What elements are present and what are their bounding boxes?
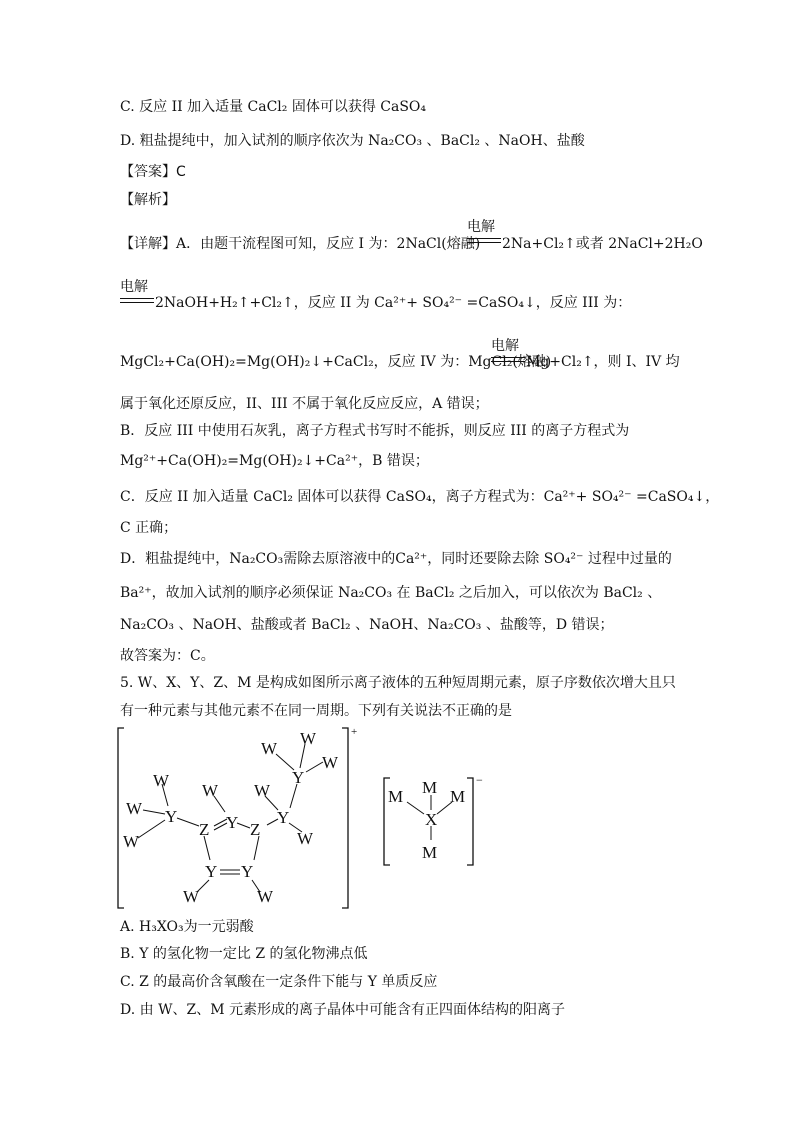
ionic-liquid-structure xyxy=(110,722,490,912)
detail-line-8: C 正确； xyxy=(120,520,178,536)
atom-w: W xyxy=(322,753,339,772)
atom-y: Y xyxy=(277,808,290,827)
atom-z: Z xyxy=(250,820,261,839)
detail-line-1: 【详解】A．由题干流程图可知，反应 I 为：2NaCl(熔融) xyxy=(120,236,481,252)
cation-bracket-left xyxy=(118,728,124,908)
atom-w: W xyxy=(254,781,271,800)
atom-w: W xyxy=(202,781,219,800)
atom-w: W xyxy=(257,887,274,906)
atom-m: M xyxy=(422,778,438,797)
analysis-label: 【解析】 xyxy=(120,192,176,208)
atom-w: W xyxy=(123,832,140,851)
equals-bar-2 xyxy=(120,298,154,303)
atom-y: Y xyxy=(292,768,305,787)
detail-line-5: B．反应 III 中使用石灰乳，离子方程式书写时不能拆，则反应 III 的离子方程式为 xyxy=(120,423,630,439)
cation-charge: + xyxy=(351,726,358,738)
atom-y: Y xyxy=(205,862,218,881)
detail-line-9: D．粗盐提纯中，Na₂CO₃需除去原溶液中的Ca²⁺，同时还要除去除 SO₄²⁻ 过程中过量的 xyxy=(120,551,672,567)
detail-line-6: Mg²⁺+Ca(OH)₂=Mg(OH)₂↓+Ca²⁺，B 错误； xyxy=(120,453,429,469)
cation-bracket-right xyxy=(342,728,348,908)
option-d-line-q5: D. 由 W、Z、M 元素形成的离子晶体中可能含有正四面体结构的阳离子 xyxy=(120,1002,565,1018)
atom-w: W xyxy=(183,887,200,906)
electrolysis-label-2: 电解 xyxy=(120,279,148,295)
atom-w: W xyxy=(126,799,143,818)
detail-line-11: Na₂CO₃ 、NaOH、盐酸或者 BaCl₂ 、NaOH、Na₂CO₃ 、盐酸等，D 错误； xyxy=(120,617,614,633)
atom-y: Y xyxy=(226,813,239,832)
atom-x: X xyxy=(425,810,438,829)
atom-w: W xyxy=(153,771,170,790)
detail-line-3a: MgCl₂+Ca(OH)₂=Mg(OH)₂↓+CaCl₂，反应 IV 为：MgCl₂(熔融) xyxy=(120,354,552,370)
detail-line-12: 故答案为：C。 xyxy=(120,648,215,664)
equals-bar-3 xyxy=(491,357,525,362)
electrolysis-label-3: 电解 xyxy=(491,338,519,354)
option-d-line: D. 粗盐提纯中，加入试剂的顺序依次为 Na₂CO₃ 、BaCl₂ 、NaOH、盐酸 xyxy=(120,133,585,149)
detail-line-7: C．反应 II 加入适量 CaCl₂ 固体可以获得 CaSO₄，离子方程式为：Ca²⁺+ SO₄²⁻ =CaSO₄↓， xyxy=(120,489,720,505)
atom-w: W xyxy=(300,729,317,748)
atom-y: Y xyxy=(241,862,254,881)
option-a-line: A. H₃XO₃为一元弱酸 xyxy=(120,919,254,935)
equals-bar-1 xyxy=(467,238,501,243)
option-c-line: C. 反应 II 加入适量 CaCl₂ 固体可以获得 CaSO₄ xyxy=(120,99,427,115)
detail-line-1b: 2Na+Cl₂↑或者 2NaCl+2H₂O xyxy=(502,236,703,252)
detail-line-3b: Mg+Cl₂↑，则 I、IV 均 xyxy=(526,354,680,370)
option-b-line: B. Y 的氢化物一定比 Z 的氢化物沸点低 xyxy=(120,946,368,962)
question-5-line-2: 有一种元素与其他元素不在同一周期。下列有关说法不正确的是 xyxy=(120,703,512,719)
detail-line-2: 2NaOH+H₂↑+Cl₂↑，反应 II 为 Ca²⁺+ SO₄²⁻ =CaSO₄↓，反应 III 为： xyxy=(155,295,632,311)
atom-m: M xyxy=(450,787,466,806)
option-c-line-q5: C. Z 的最高价含氧酸在一定条件下能与 Y 单质反应 xyxy=(120,974,438,990)
atom-w: W xyxy=(261,739,278,758)
anion-charge: − xyxy=(476,773,483,787)
atom-w: W xyxy=(297,829,314,848)
electrolysis-label-1: 电解 xyxy=(467,219,495,235)
anion-bracket-right xyxy=(467,778,473,865)
atom-z: Z xyxy=(199,820,210,839)
atom-m: M xyxy=(422,843,438,862)
detail-line-10: Ba²⁺，故加入试剂的顺序必须保证 Na₂CO₃ 在 BaCl₂ 之后加入，可以依次为 BaCl₂ 、 xyxy=(120,585,662,601)
answer-label: 【答案】C xyxy=(120,164,186,180)
question-5-line-1: 5. W、X、Y、Z、M 是构成如图所示离子液体的五种短周期元素，原子序数依次增大且只 xyxy=(120,675,676,691)
detail-line-4: 属于氧化还原反应，II、III 不属于氧化反应反应，A 错误； xyxy=(120,396,489,412)
atom-y: Y xyxy=(165,807,178,826)
atom-m: M xyxy=(388,787,404,806)
